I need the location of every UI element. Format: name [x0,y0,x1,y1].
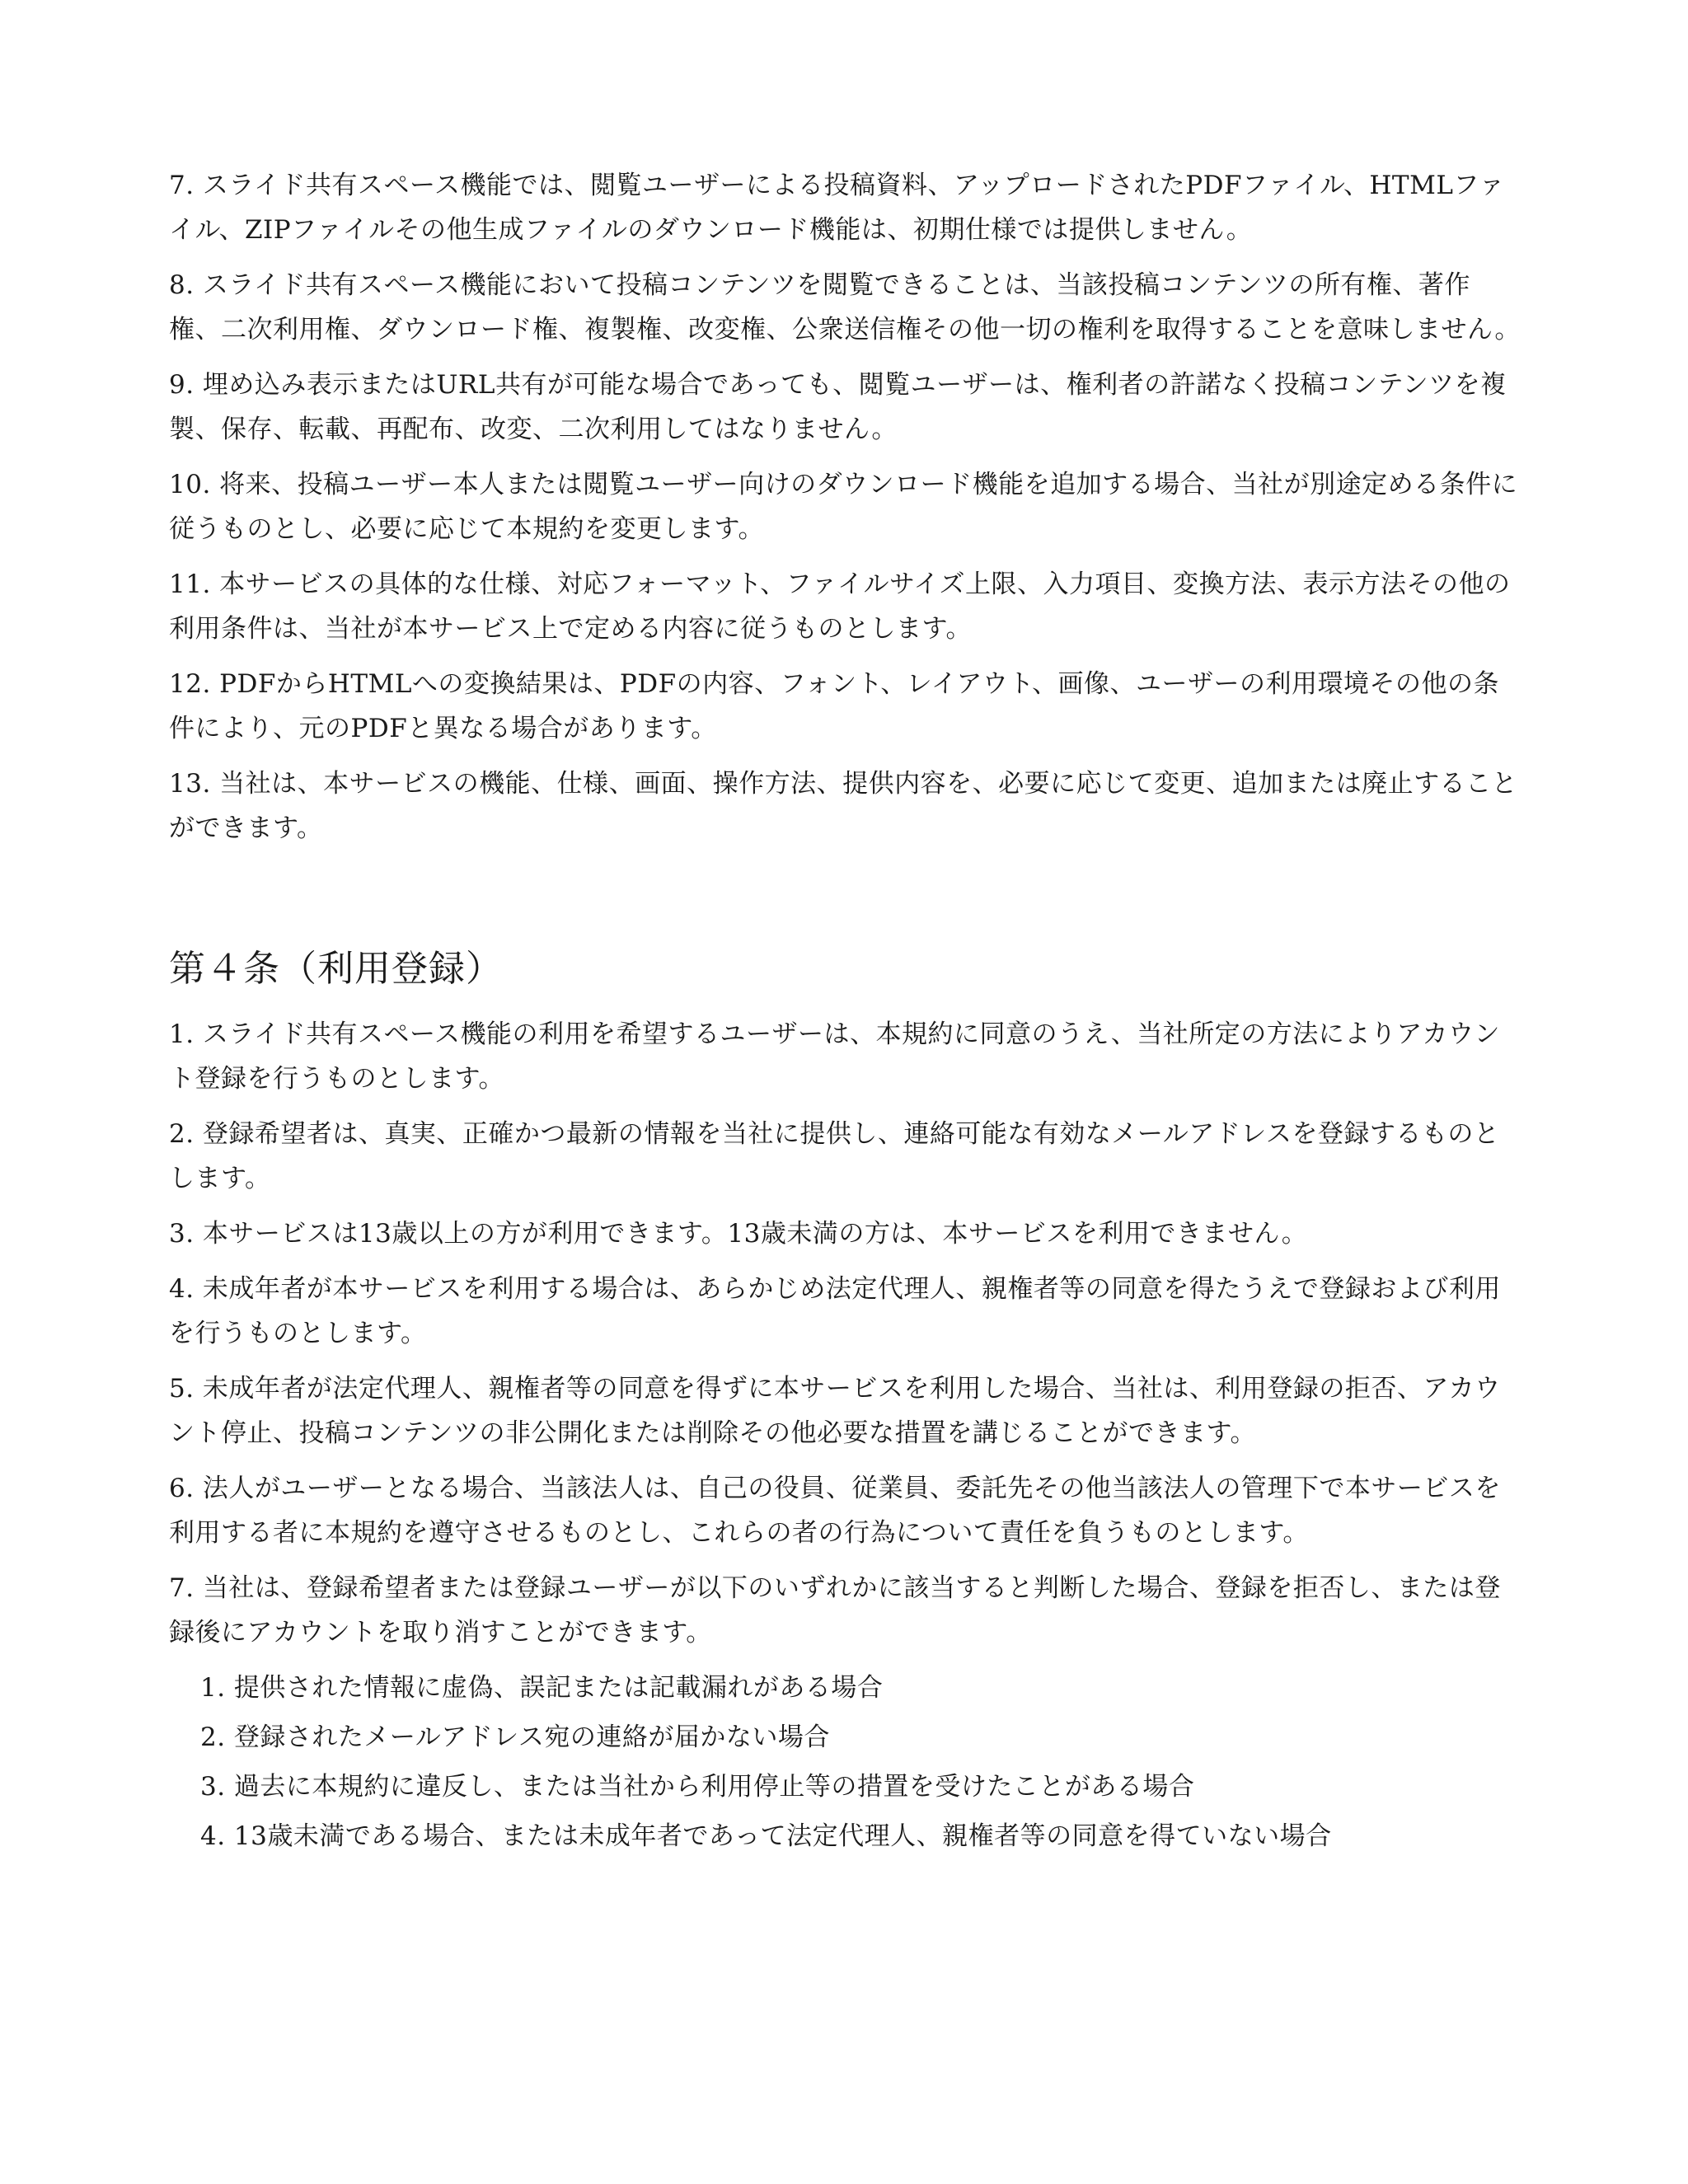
sublist-item: 1. 提供された情報に虚偽、誤記または記載漏れがある場合 [200,1673,884,1703]
section-4-item-3: 3. 本サービスは13歳以上の方が利用できます。13歳未満の方は、本サービスを利用できません。 [169,1219,1308,1249]
section-3-item-9: 9. 埋め込み表示またはURL共有が可能な場合であっても、閲覧ユーザーは、権利者の許諾なく投稿コンテンツを複製、保存、転載、再配布、改変、二次利用してはなりません。 [169,370,1507,444]
section-4-item-6: 6. 法人がユーザーとなる場合、当該法人は、自己の役員、従業員、委託先その他当該法人の管理下で本サービスを利用する者に本規約を遵守させるものとし、これらの者の行為について責任を負うものとします。 [169,1474,1501,1548]
section-3-item-10: 10. 将来、投稿ユーザー本人または閲覧ユーザー向けのダウンロード機能を追加する場合、当社が別途定める条件に従うものとし、必要に応じて本規約を変更します。 [169,470,1518,544]
section-4-item-5: 5. 未成年者が法定代理人、親権者等の同意を得ずに本サービスを利用した場合、当社は、利用登録の拒否、アカウント停止、投稿コンテンツの非公開化または削除その他必要な措置を講じることができます。 [169,1374,1501,1448]
section-4-item-1: 1. スライド共有スペース機能の利用を希望するユーザーは、本規約に同意のうえ、当社所定の方法によりアカウント登録を行うものとします。 [169,1019,1500,1094]
section-3-continued [169,163,1521,851]
sublist-item: 2. 登録されたメールアドレス宛の連絡が届かない場合 [200,1722,830,1752]
sublist-item: 3. 過去に本規約に違反し、または当社から利用停止等の措置を受けたことがある場合 [200,1772,1195,1802]
section-3-item-13: 13. 当社は、本サービスの機能、仕様、画面、操作方法、提供内容を、必要に応じて変更、追加または廃止することができます。 [169,769,1518,843]
section-3-item-8: 8. スライド共有スペース機能において投稿コンテンツを閲覧できることは、当該投稿コンテンツの所有権、著作権、二次利用権、ダウンロード権、複製権、改変権、公衆送信権その他一切の権利を取得することを意味しません。 [169,270,1521,344]
section-3-item-7: 7. スライド共有スペース機能では、閲覧ユーザーによる投稿資料、アップロードされたPDFファイル、HTMLファイル、ZIPファイルその他生成ファイルのダウンロード機能は、初期仕様では提供しません。 [169,171,1505,245]
section-4-heading: 第４条（利用登録） [169,948,503,990]
document-page [169,163,1521,1863]
section-4 [169,944,1521,1858]
section-4-item-7: 7. 当社は、登録希望者または登録ユーザーが以下のいずれかに該当すると判断した場合、登録を拒否し、または登録後にアカウントを取り消すことができます。 [169,1573,1501,1647]
section-4-item-2: 2. 登録希望者は、真実、正確かつ最新の情報を当社に提供し、連絡可能な有効なメールアドレスを登録するものとします。 [169,1119,1500,1193]
section-3-item-11: 11. 本サービスの具体的な仕様、対応フォーマット、ファイルサイズ上限、入力項目、変換方法、表示方法その他の利用条件は、当社が本サービス上で定める内容に従うものとします。 [169,569,1511,644]
section-4-item-7-sublist [169,1666,1521,1858]
section-4-item-4: 4. 未成年者が本サービスを利用する場合は、あらかじめ法定代理人、親権者等の同意を得たうえで登録および利用を行うものとします。 [169,1274,1501,1348]
sublist-item: 4. 13歳未満である場合、または未成年者であって法定代理人、親権者等の同意を得ていない場合 [200,1821,1332,1851]
section-3-item-12: 12. PDFからHTMLへの変換結果は、PDFの内容、フォント、レイアウト、画像、ユーザーの利用環境その他の条件により、元のPDFと異なる場合があります。 [169,669,1500,743]
